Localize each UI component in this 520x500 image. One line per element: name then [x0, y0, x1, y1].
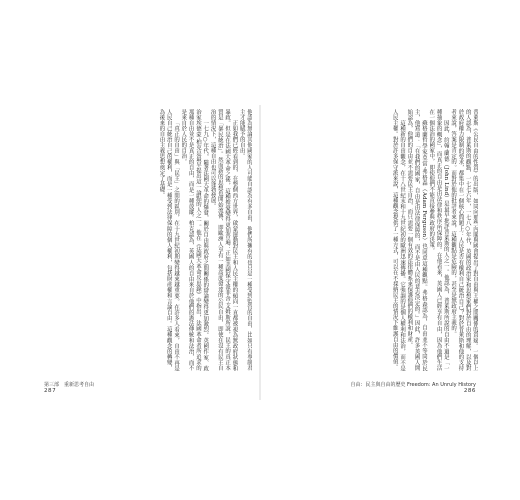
paragraph: 正如我們已經看到的，在整個西方世界，啟蒙運動對民主和人民主權的傾向一直都被視為無政府狀態和暴政。但是在法國大革命之後，這種擔憂變得更加普遍：正如美國保守派菲舍·艾姆斯所說，民主的真正本質是「暴民統治」。然而新的思想也開始流傳，即歐洲人享有一種高度發達的公民自由，即使在沒有民主自治的情況下，這種自由也可以蓬勃發展。 — [209, 109, 238, 371]
paragraph: 一七九○年代，隨著法國大革命的爆發，關於自由與政府之間關係的辯論變得更加激烈。英國作家、政治家埃德蒙·柏克是最早提出這一論點的人之一。他在《法國大革命反思錄》中指出，法國革命者所追求的那種自由並不是真正的自由，而是一種放縱。柏克認為，英國人的自由來自於他們的憲法傳統和法治，而不是來自於人民的自治。 — [180, 109, 209, 371]
right-page-body — [266, 109, 478, 371]
right-folio — [350, 382, 476, 394]
running-header: 第三部 重新思考自由 — [44, 382, 95, 388]
page-number: 287 — [44, 388, 57, 394]
running-header: 自由：民主與自由的歷史 Freedom: An Unruly History — [350, 382, 476, 388]
page-number: 286 — [463, 388, 476, 394]
left-page-body — [40, 109, 252, 371]
paragraph: 因此，約翰·蘭德（John Lind）是最早批評普萊斯的人之一。他認為，普萊斯所說的自由不過是「一種抽象的概念」，而真正的自由是由法律和秩序所保障的。在他看來，英國人已經享有自由，因為他們生活在一個法治的國家中，即使他們不能直接參與政府的決策。 — [428, 109, 449, 371]
left-folio — [44, 382, 94, 394]
right-page — [266, 105, 480, 400]
book-gutter — [259, 105, 261, 400]
paragraph: 這種新的自由觀念，在十八世紀末和十九世紀初的歐洲迅速傳播。它強調的是個人權利和法治，而不是人民主權。對於許多保守派來說，這種觀念提供了一種方式，可以在不採納民主的情況下維護自由的價值。 — [391, 109, 406, 371]
paragraph: 普萊斯《公民自由的性質》的出版，如同向那些內閣與國會提出了對自由與王權之間關係的質疑。一個以上的人認為，普萊斯的觀點，一七七六年，一七八○年代，英國的政治家和思想家們對於自由的理解，以及對於政府權力限制的要求，都集中在一個核心問題上：人民是否有權利自己統治自己？對於普萊斯和他的支持者來說，答案是肯定的。而對於他的批評者來說，這種觀點是危險的，甚至是無政府主義的。 — [450, 109, 478, 371]
paragraph: 蘇格蘭哲學家亞當·弗格森（Adam Ferguson）也同意這種觀點。弗格森認為，自由並不等同於民主，他寫道：「在我們的國家，自由是由法律保障的，而不是由人民的意志決定的。」因此，許多英國人開始認為，他們的自由並不需要民主自治，而只需要一個有效的法律體系來保護他們的權利和財產。 — [406, 109, 427, 371]
book-spread — [40, 105, 480, 400]
paragraph: 他認為無論其他國家的人可能自認為有多自由，他們所擁有的也只是一種受到監管的自由，比如只有專制君主才能賦予的自由。 — [238, 109, 252, 371]
paragraph: 「真正的自由」與「民主」之間的區別，在十九世紀初期變得越來越重要。在許多人看來，自由不再是人民自己統治自己的權利，而是一種受到法律保障的個人權利，包括財產權和言論自由。這種觀念的轉變，為後來的自由主義思想奠定了基礎。 — [158, 109, 180, 371]
left-page — [40, 105, 254, 400]
